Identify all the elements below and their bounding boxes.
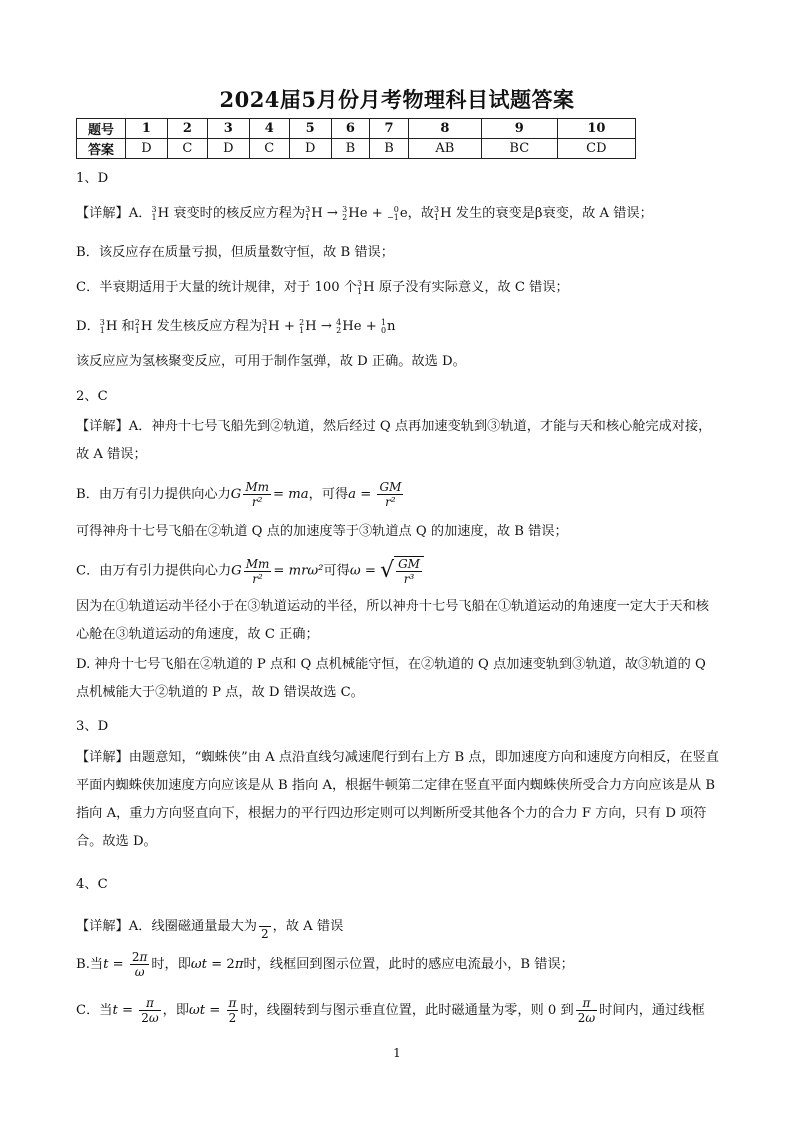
q4-option-b: B.当t = $\frac{2\pi}{\omega}$ 时，即ωt = 2π时，线框回到图示位置，此时的感应电流最小，B 错误； xyxy=(76,950,574,979)
q2-option-a: 【详解】A．神舟十七号飞船先到②轨道，然后经过 Q 点再加速变轨到③轨道，才能与天和核心舱完成对接，故 A 错误； xyxy=(76,419,712,462)
row-label-answers: 答案 xyxy=(77,139,126,159)
table-cell: AB xyxy=(408,139,481,159)
table-cell: BC xyxy=(481,139,557,159)
q1-option-c: C．半衰期适用于大量的统计规律，对于 100 个 3 1 H 原子没有实际意义，故 C 错误； xyxy=(76,278,569,296)
table-cell: 8 xyxy=(408,119,481,139)
answer-table-answer-row xyxy=(77,139,636,159)
q1-heading: 1、D xyxy=(76,171,109,186)
q3-heading: 3、D xyxy=(76,719,109,734)
answer-table xyxy=(76,118,636,159)
q1-option-d: D． 3 1 H 和 2 1 H 发生核反应方程为 3 1 H + 2 1 H → 4 2 He + 1 0 n xyxy=(76,317,396,335)
table-cell: 3 xyxy=(207,119,249,139)
table-cell: C xyxy=(249,139,289,159)
table-cell: 10 xyxy=(557,119,635,139)
table-cell: D xyxy=(126,139,168,159)
q2-option-c: C．由万有引力提供向心力G $\frac{Mm}{\text{r²}}$ = mrω²可得ω = √ $\frac{GM}{\text{r³}}$ xyxy=(76,556,736,586)
q1-option-a: 【详解】A． 3 1 H 衰变时的核反应方程为 3 1 H → 3 2 He + 0 −1 e，故 3 1 H 发生的衰变是β衰变，故 A 错误； xyxy=(76,204,653,222)
q3-explanation: 【详解】由题意知，“蜘蛛侠”由 A 点沿直线匀减速爬行到右上方 B 点，即加速度方向和速度方向相反，在竖直平面内蜘蛛侠加速度方向应该是从 B 指向 A，根据牛顿第二定律在竖直平面内蜘蛛侠所受合力方向应该是从 B 指向 A，重力方向竖直向下，根据力的平行四边形定则可以判断所受其他各个力的合力 F 方向，只有 D 项符合。故选 D。 xyxy=(76,750,719,849)
q1-conclusion: 该反应应为氢核聚变反应，可用于制作氢弹，故 D 正确。故选 D。 xyxy=(76,354,466,369)
page-number: 1 xyxy=(393,1046,401,1060)
table-cell: 2 xyxy=(167,119,207,139)
table-cell: 9 xyxy=(481,119,557,139)
page-title: 2024届5月份月考物理科目试题答案 xyxy=(219,87,575,112)
q2-option-b-result: 可得神舟十七号飞船在②轨道 Q 点的加速度等于③轨道点 Q 的加速度，故 B 错误； xyxy=(76,524,568,539)
table-cell: D xyxy=(207,139,249,159)
answer-table-number-row xyxy=(77,119,636,139)
table-cell: CD xyxy=(557,139,635,159)
table-cell: C xyxy=(167,139,207,159)
table-cell: B xyxy=(370,139,409,159)
table-cell: B xyxy=(331,139,370,159)
q4-option-c: C．当t = $\frac{\pi}{2\omega}$ ，即ωt = $\frac{\pi}{2}$ 时，线圈转到与图示垂直位置，此时磁通量为零，则 0 到 $\frac{\pi}{2\omega}$ 时间内，通过线框 xyxy=(76,996,705,1025)
q1-option-b: B．该反应存在质量亏损，但质量数守恒，故 B 错误； xyxy=(76,245,394,260)
table-cell: 1 xyxy=(126,119,168,139)
q2-heading: 2、C xyxy=(76,389,108,404)
table-cell: D xyxy=(289,139,331,159)
table-cell: 7 xyxy=(370,119,409,139)
q2-option-c-result: 因为在①轨道运动半径小于在③轨道运动的半径，所以神舟十七号飞船在①轨道运动的角速度一定大于天和核心舱在③轨道运动的角速度，故 C 正确； xyxy=(76,599,709,642)
q4-option-a: 【详解】A．线圈磁通量最大为 2 ，故 A 错误 xyxy=(76,912,736,941)
table-cell: 6 xyxy=(331,119,370,139)
table-cell: 5 xyxy=(289,119,331,139)
table-cell: 4 xyxy=(249,119,289,139)
q2-option-b: B．由万有引力提供向心力G $\frac{Mm}{\text{r²}}$ = ma，可得a = $\frac{GM}{\text{r²}}$ xyxy=(76,480,402,509)
q2-option-d: D. 神舟十七号飞船在②轨道的 P 点和 Q 点机械能守恒，在②轨道的 Q 点加速变轨到③轨道，故③轨道的 Q 点机械能大于②轨道的 P 点，故 D 错误故选 C。 xyxy=(76,657,706,700)
q4-heading: 4、C xyxy=(76,877,108,892)
row-label-numbers: 题号 xyxy=(77,119,126,139)
